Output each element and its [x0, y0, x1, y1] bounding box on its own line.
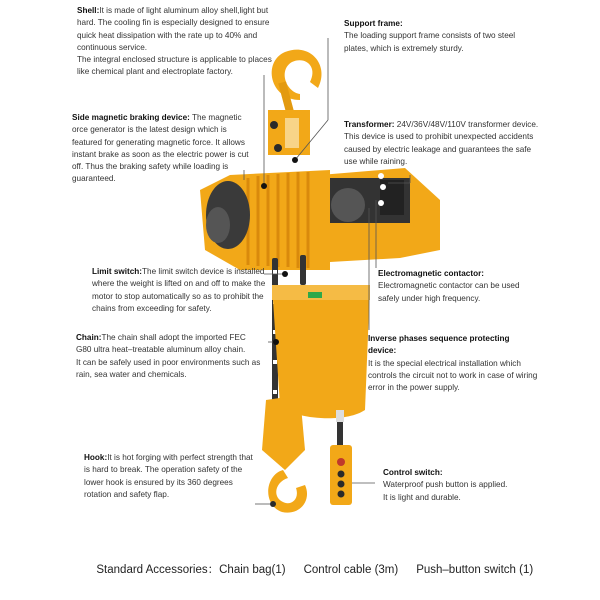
control-switch-text-2: It is light and durable.: [383, 492, 461, 502]
control-switch-title: Control switch:: [383, 468, 443, 477]
shell-text: It is made of light aluminum alloy shell,light but hard. The cooling fin is especially designed to ensure quick heat dissipation with the rate up to 40% and continuous service.: [77, 6, 270, 52]
hook-title: Hook:: [84, 453, 108, 462]
callout-shell: [77, 5, 277, 79]
callout-hook: [84, 452, 260, 501]
callout-inverse-phases: [368, 333, 538, 394]
transformer-text: 24V/36V/48V/110V transformer device. This device is used to prohibit unexpected accidents caused by electric leakage and guarantees the safe use while raining.: [344, 120, 539, 166]
electromagnetic-contactor-text: Electromagnetic contactor can be used safely under high frequency.: [378, 281, 520, 303]
shell-title: Shell:: [77, 6, 100, 15]
callout-electromagnetic-contactor: [378, 268, 538, 305]
limit-switch-title: Limit switch:: [92, 267, 143, 276]
standard-accessories: [90, 549, 551, 577]
hook-text: It is hot forging with perfect strength that is hard to break. The operation safety of the lower hook is ensured by its 360 degrees rotation and safety flap.: [84, 453, 253, 499]
side-magnetic-braking-text: The magnetic orce generator is the latest design which is featured for generating magnetic force. It allows instant brake as soon as the electric power is cut off. Thus the braking safety while loading is guaranteed.: [72, 113, 249, 184]
chain-title: Chain:: [76, 333, 102, 342]
accessory-chain-bag: Chain bag(1): [219, 564, 286, 576]
support-frame-title: Support frame:: [344, 19, 403, 28]
callout-support-frame: [344, 18, 524, 55]
electromagnetic-contactor-title: Electromagnetic contactor:: [378, 269, 485, 278]
accessories-label: Standard Accessories：: [96, 564, 220, 576]
callout-side-magnetic-braking: [72, 112, 254, 186]
inverse-phases-text: It is the special electrical installation which controls the circuit not to work in case of wiring error in the power supply.: [368, 358, 538, 393]
transformer-title: Transformer:: [344, 120, 395, 129]
callout-transformer: [344, 119, 540, 168]
callout-limit-switch: [92, 266, 268, 315]
inverse-phases-title: Inverse phases sequence protecting device:: [368, 334, 510, 356]
control-switch-text: Waterproof push button is applied.: [383, 480, 508, 490]
chain-text: The chain shall adopt the imported FEC G80 ultra heat–treatable aluminum alloy chain.: [76, 333, 246, 355]
callout-control-switch: [383, 467, 523, 504]
side-magnetic-braking-title: Side magnetic braking device:: [72, 113, 190, 122]
chain-text-2: It can be safely used in poor environments such as rain, sea water and chemicals.: [76, 357, 261, 379]
top-hook-icon: [272, 50, 322, 100]
limit-switch-text: The limit switch device is installed where the weight is lifted on and off to make the motor to stop automatically so as to prohibit the chains from exceeding for safety.: [92, 267, 266, 313]
support-frame-text: The loading support frame consists of two steel plates, which is extremely sturdy.: [344, 31, 516, 53]
callout-chain: [76, 332, 262, 381]
accessory-push-button-switch: Push–button switch (1): [416, 564, 534, 576]
shell-text-2: The integral enclosed structure is applicable to places like chemical plant and electroplate factory.: [77, 55, 272, 77]
accessory-control-cable: Control cable (3m): [303, 564, 399, 576]
